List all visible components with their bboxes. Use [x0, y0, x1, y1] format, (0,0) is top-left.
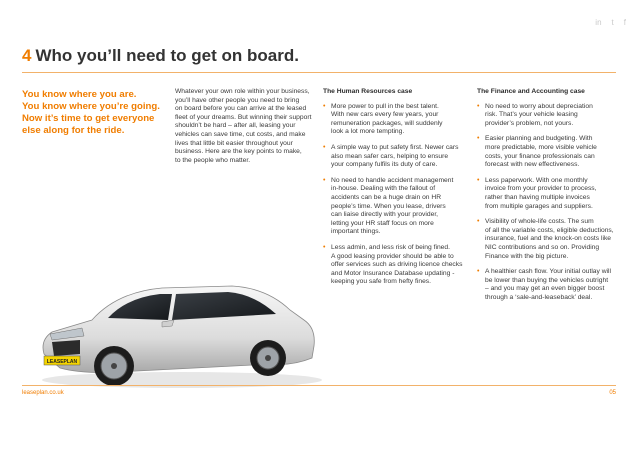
intro-line: business. Here are the key points to make,: [175, 148, 302, 156]
bullet-line: insurance, fuel and the knock-on costs like: [485, 235, 612, 243]
bullet-line: provider’s problem, not yours.: [485, 119, 574, 127]
bullet-line: through a ‘sale-and-leaseback’ deal.: [485, 293, 593, 301]
bullet-icon: •: [477, 176, 480, 184]
bullet-line: remuneration packages, will suddenly: [331, 119, 443, 127]
linkedin-icon[interactable]: in: [595, 18, 602, 27]
bullet-line: Finance with the big picture.: [485, 252, 569, 260]
bullet-line: Less admin, and less risk of being fined.: [331, 243, 450, 251]
finance-bullet: [477, 218, 627, 261]
lead-line: Now it’s time to get everyone: [22, 113, 155, 124]
hr-bullet: [323, 144, 469, 170]
finance-bullet: [477, 177, 627, 211]
finance-bullet: [477, 268, 627, 302]
bullet-line: A good leasing provider should be able to: [331, 252, 454, 260]
section-title: Who you’ll need to get on board.: [35, 46, 299, 65]
bullet-line: No need to handle accident management: [331, 176, 454, 184]
plate-text: LEASEPLAN: [46, 359, 78, 365]
bullet-line: costs, your finance professionals can: [485, 152, 595, 160]
bullet-line: letting your HR staff focus on more: [331, 219, 434, 227]
bullet-icon: •: [477, 218, 480, 226]
bullet-line: important things.: [331, 228, 381, 236]
hr-case-title: The Human Resources case: [323, 88, 413, 95]
intro-paragraph: [175, 88, 321, 165]
hr-case-column: [323, 88, 469, 294]
intro-line: on board before you can arrive at the leased: [175, 105, 307, 113]
page-title: [22, 46, 299, 66]
intro-line: fleet of your dreams. But winning their support: [175, 113, 312, 121]
bullet-line: More power to pull in the best talent.: [331, 102, 439, 110]
bullet-line: also mean safer cars, helping to ensure: [331, 152, 449, 160]
header-divider: [22, 72, 616, 73]
car-image: [22, 262, 322, 392]
bullet-line: look a lot more tempting.: [331, 128, 405, 136]
bullet-line: NIC contributions and so on. Providing: [485, 243, 600, 251]
bullet-line: Visibility of whole-life costs. The sum: [485, 218, 594, 226]
hr-bullet: [323, 177, 469, 237]
finance-bullet: [477, 135, 627, 169]
finance-bullet: [477, 103, 627, 129]
bullet-line: Easier planning and budgeting. With: [485, 135, 593, 143]
bullet-icon: •: [323, 143, 326, 151]
footer-url[interactable]: leaseplan.co.uk: [22, 390, 64, 396]
bullet-icon: •: [477, 135, 480, 143]
bullet-line: in-house. Dealing with the fallout of: [331, 185, 436, 193]
bullet-line: – and you may get an even bigger boost: [485, 285, 605, 293]
bullet-line: of all the variable costs, eligible deductions,: [485, 226, 614, 234]
intro-line: lives that little bit easier throughout your: [175, 139, 293, 147]
intro-line: you’ll have other people you need to bring: [175, 96, 300, 104]
lead-quote: [22, 89, 164, 137]
intro-line: to the people who matter.: [175, 156, 251, 164]
bullet-line: No need to worry about depreciation: [485, 102, 593, 110]
bullet-line: accidents can be a huge drain on HR: [331, 193, 442, 201]
bullet-line: invoice from your provider to process,: [485, 185, 597, 193]
hr-bullet: [323, 103, 469, 137]
bullet-line: With new cars every few years, your: [331, 111, 439, 119]
social-links: [595, 18, 626, 27]
bullet-line: people’s time. When you lease, drivers: [331, 202, 446, 210]
twitter-icon[interactable]: t: [611, 18, 614, 27]
intro-line: Whatever your own role within your business,: [175, 88, 310, 95]
bullet-line: and Motor Insurance Database updating -: [331, 269, 455, 277]
bullet-icon: •: [323, 176, 326, 184]
bullet-line: be lower than buying the vehicles outright: [485, 276, 609, 284]
hr-bullet: [323, 244, 469, 287]
footer-divider: [22, 385, 616, 386]
lead-line: You know where you’re going.: [22, 101, 160, 112]
bullet-line: Less paperwork. With one monthly: [485, 176, 588, 184]
finance-case-title: The Finance and Accounting case: [477, 88, 585, 95]
lead-line: You know where you are.: [22, 89, 137, 100]
intro-line: vehicles can save time, cut costs, and make: [175, 130, 306, 138]
bullet-line: your company fulfils its duty of care.: [331, 161, 438, 169]
bullet-line: risk. That’s your vehicle leasing: [485, 111, 578, 119]
bullet-line: offer services such as driving licence checks: [331, 261, 463, 269]
bullet-line: more predictable, more visible vehicle: [485, 143, 597, 151]
bullet-icon: •: [477, 268, 480, 276]
intro-line: shouldn’t be hard – after all, leasing your: [175, 122, 296, 130]
bullet-icon: •: [477, 102, 480, 110]
finance-case-column: [477, 88, 627, 309]
bullet-line: rather than having multiple invoices: [485, 193, 590, 201]
section-number: 4: [22, 46, 32, 65]
bullet-line: forecast with new effectiveness.: [485, 161, 580, 169]
lead-line: else along for the ride.: [22, 125, 125, 136]
bullet-line: A healthier cash flow. Your initial outlay will: [485, 268, 612, 276]
bullet-icon: •: [323, 102, 326, 110]
bullet-icon: •: [323, 243, 326, 251]
bullet-line: A simple way to put safety first. Newer cars: [331, 143, 459, 151]
bullet-line: can liaise directly with your provider,: [331, 211, 439, 219]
facebook-icon[interactable]: f: [623, 18, 626, 27]
bullet-line: keeping you safe from hefty fines.: [331, 278, 431, 286]
page-number: 05: [609, 390, 616, 396]
bullet-line: from multiple garages and suppliers.: [485, 202, 593, 210]
